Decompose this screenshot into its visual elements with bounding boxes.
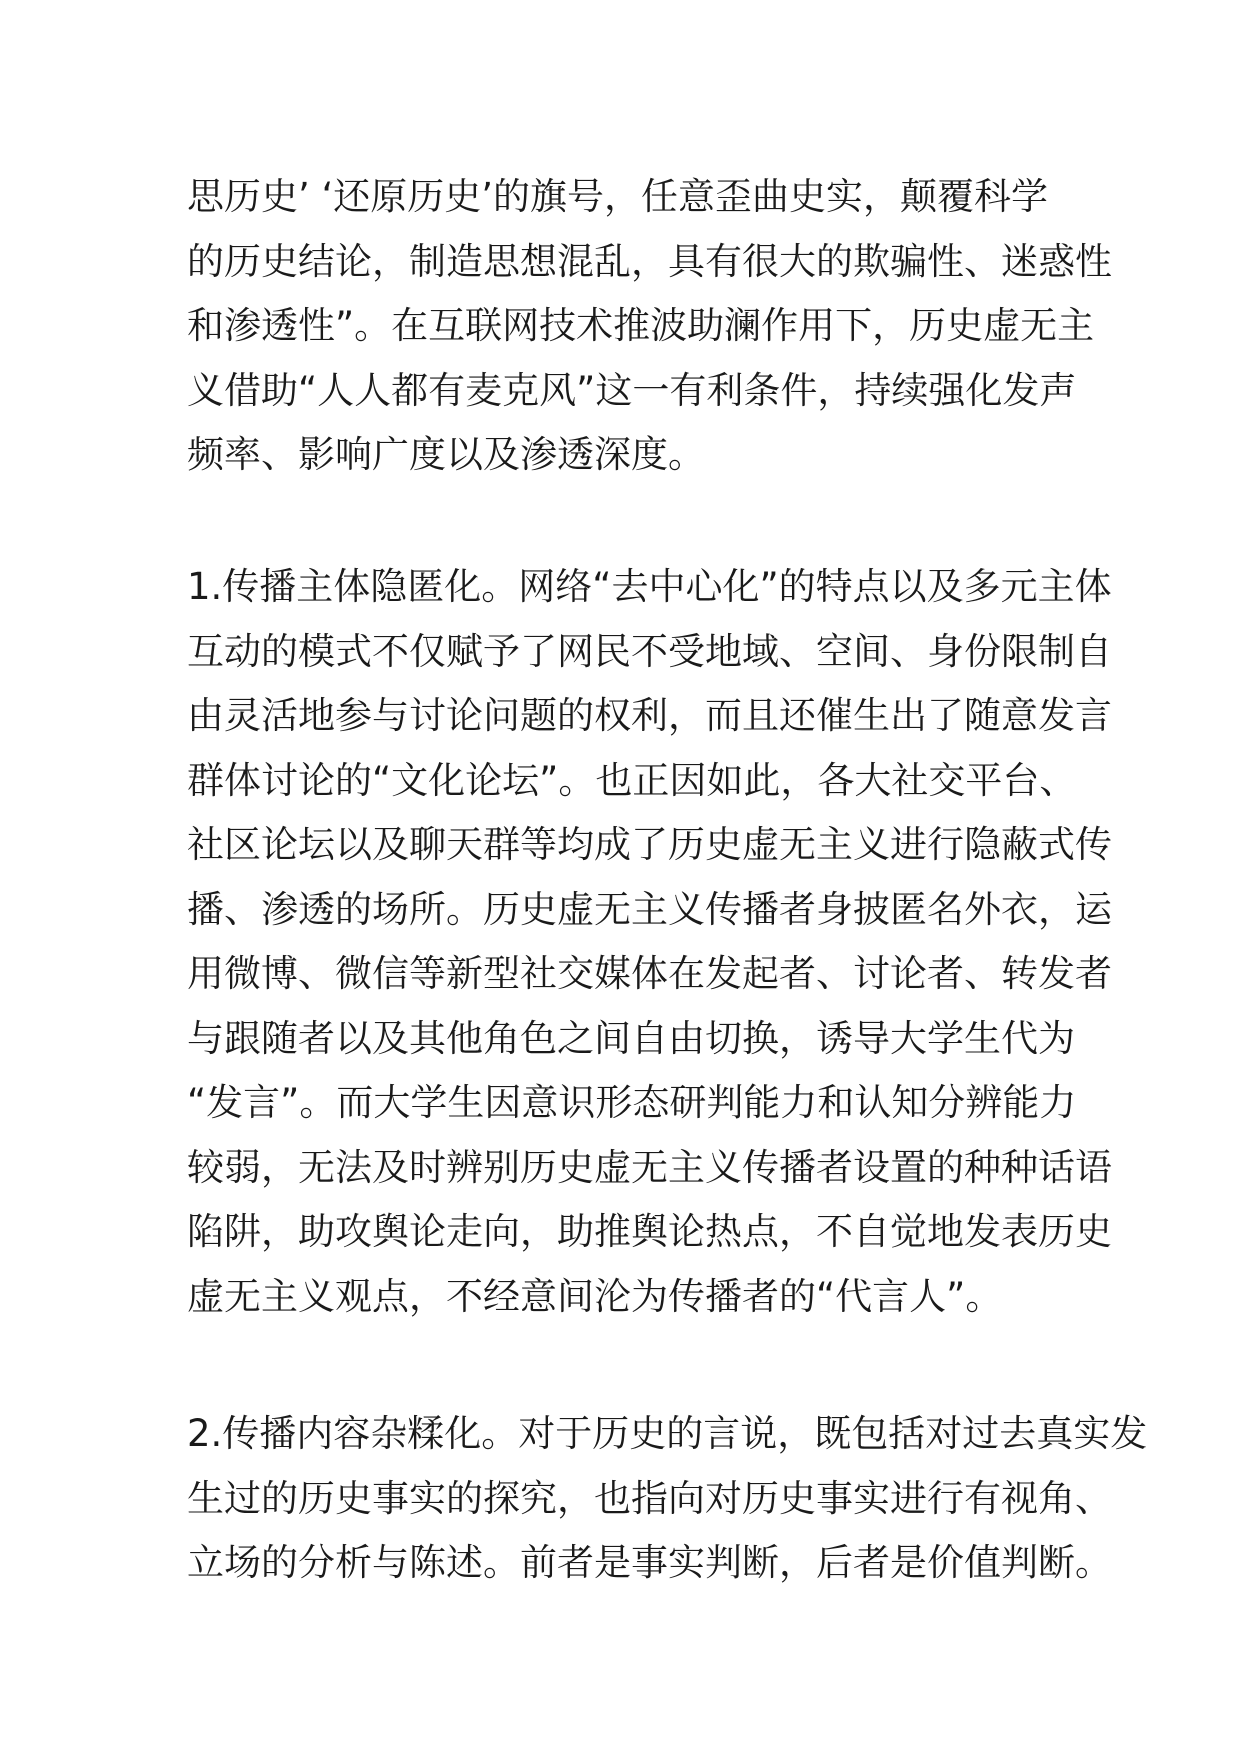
paragraph-line: 的历史结论，制造思想混乱，具有很大的欺骗性、迷惑性	[187, 239, 1112, 283]
paragraph-line: 1.传播主体隐匿化。网络“去中心化”的特点以及多元主体	[187, 565, 1112, 608]
paragraph-line: 义借助“人人都有麦克风”这一有利条件，持续强化发声	[187, 368, 1077, 412]
paragraph-3	[187, 1402, 1148, 1596]
paragraph-line: “发言”。而大学生因意识形态研判能力和认知分辨能力	[187, 1081, 1077, 1124]
paragraph-line: 由灵活地参与讨论问题的权利，而且还催生出了随意发言	[187, 694, 1112, 737]
paragraph-line: 播、渗透的场所。历史虚无主义传播者身披匿名外衣，运	[187, 887, 1112, 931]
paragraph-line: 虚无主义观点，不经意间沦为传播者的“代言人”。	[187, 1274, 1003, 1318]
paragraph-line: 社区论坛以及聊天群等均成了历史虚无主义进行隐蔽式传	[187, 823, 1112, 866]
paragraph-line: 和渗透性”。在互联网技术推波助澜作用下，历史虚无主	[187, 304, 1095, 347]
paragraph-2	[187, 555, 1112, 1329]
paragraph-line: 与跟随者以及其他角色之间自由切换，诱导大学生代为	[187, 1016, 1075, 1060]
paragraph-line: 群体讨论的“文化论坛”。也正因如此，各大社交平台、	[187, 758, 1077, 802]
paragraph-line: 立场的分析与陈述。前者是事实判断，后者是价值判断。	[187, 1541, 1112, 1584]
paragraph-line: 频率、影响广度以及渗透深度。	[187, 433, 705, 476]
paragraph-line: 生过的历史事实的探究，也指向对历史事实进行有视角、	[187, 1476, 1112, 1520]
paragraph-line: 2.传播内容杂糅化。对于历史的言说，既包括对过去真实发	[187, 1412, 1148, 1455]
paragraph-line: 较弱，无法及时辨别历史虚无主义传播者设置的种种话语	[187, 1145, 1112, 1189]
paragraph-line: 用微博、微信等新型社交媒体在发起者、讨论者、转发者	[187, 952, 1112, 995]
paragraph-line: 互动的模式不仅赋予了网民不受地域、空间、身份限制自	[187, 629, 1112, 673]
paragraph-line: 思历史’ ‘还原历史’的旗号，任意歪曲史实，颠覆科学	[187, 175, 1049, 218]
paragraph-line: 陷阱，助攻舆论走向，助推舆论热点，不自觉地发表历史	[187, 1210, 1112, 1253]
paragraph-1	[187, 165, 1112, 488]
